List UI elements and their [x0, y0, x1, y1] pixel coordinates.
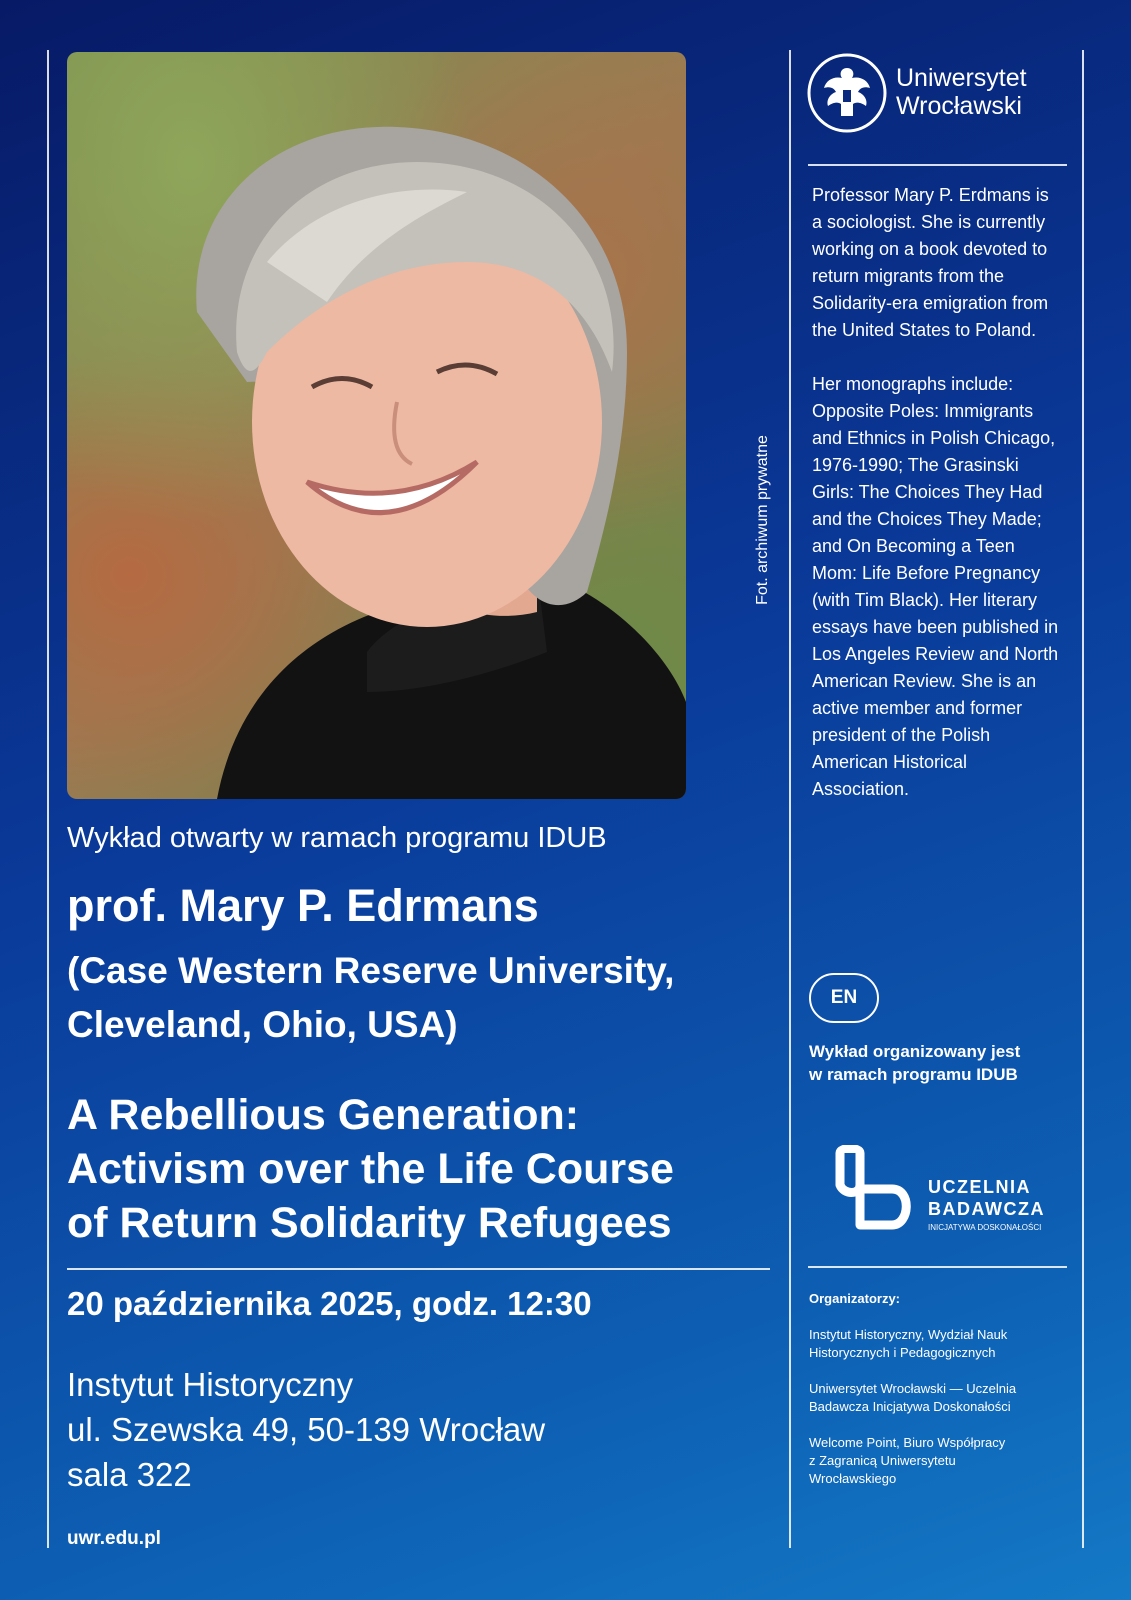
bio-paragraph: Professor Mary P. Erdmans is a sociologist. She is currently working on a book devoted to return migrants from the Solidarity-era emigration from the United States to Poland. — [812, 185, 1049, 340]
lecture-intro: Wykład otwarty w ramach programu IDUB — [67, 822, 607, 854]
organizer-item — [809, 1326, 1059, 1362]
idub-program-note-line1: Wykład organizowany jest — [809, 1042, 1021, 1061]
uczelnia-badawcza-symbol-icon — [830, 1145, 920, 1235]
organizer-line: Historycznych i Pedagogicznych — [809, 1345, 996, 1360]
uczelnia-badawcza-line2: BADAWCZA — [928, 1199, 1045, 1219]
venue — [67, 1362, 545, 1497]
organizer-line: Wrocławskiego — [809, 1471, 897, 1486]
speaker-affiliation-line1: (Case Western Reserve University, — [67, 950, 675, 991]
date-separator-line — [67, 1268, 770, 1270]
organizer-item — [809, 1380, 1059, 1416]
lecture-title — [67, 1088, 767, 1250]
organizer-line: Welcome Point, Biuro Współpracy — [809, 1435, 1006, 1450]
idub-program-note-line2: w ramach programu IDUB — [809, 1065, 1018, 1084]
organizers-separator-line — [808, 1266, 1067, 1268]
university-eagle-emblem-icon — [806, 52, 888, 134]
venue-line1: Instytut Historyczny — [67, 1366, 354, 1403]
speaker-affiliation-line2: Cleveland, Ohio, USA) — [67, 1004, 458, 1045]
idub-program-note — [809, 1040, 1059, 1086]
organizer-line: Badawcza Inicjatywa Doskonałości — [809, 1399, 1011, 1414]
lecture-title-line3: of Return Solidarity Refugees — [67, 1199, 672, 1247]
column-divider-line — [789, 50, 791, 1548]
uczelnia-badawcza-logo — [830, 1145, 1045, 1235]
lecture-title-line2: Activism over the Life Course — [67, 1145, 674, 1193]
organizer-item — [809, 1434, 1059, 1488]
lecture-title-line1: A Rebellious Generation: — [67, 1091, 580, 1139]
speaker-bio — [812, 182, 1062, 803]
organizer-line: z Zagranicą Uniwersytetu — [809, 1453, 956, 1468]
organizers-label: Organizatorzy: — [809, 1291, 901, 1306]
website-link[interactable]: uwr.edu.pl — [67, 1528, 161, 1549]
speaker-affiliation — [67, 944, 767, 1052]
left-border-line — [47, 50, 49, 1548]
logo-separator-line — [808, 164, 1067, 166]
uczelnia-badawcza-line1: UCZELNIA — [928, 1177, 1031, 1197]
organizer-line: Uniwersytet Wrocławski — Uczelnia — [809, 1381, 1017, 1396]
university-name-line1: Uniwersytet — [896, 64, 1027, 92]
speaker-photo — [67, 52, 686, 799]
university-name — [896, 64, 1027, 120]
bio-paragraph: Her monographs include: Opposite Poles: Immigrants and Ethnics in Polish Chicago, 1976-1990; The Grasinski Girls: The Choices They Had and the Choices They Made; and On Becoming a Teen Mom: Life Before Pregnancy (with Tim Black). Her literary essays have been published in Los Angeles Review and North American Review. She is an active member and former president of the Polish American Historical Association. — [812, 374, 1059, 799]
uczelnia-badawcza-line3: INICJATYWA DOSKONAŁOŚCI — [928, 1223, 1042, 1232]
event-date: 20 października 2025, godz. 12:30 — [67, 1285, 592, 1322]
right-border-line — [1082, 50, 1084, 1548]
photo-credit-text: Fot. archiwum prywatne — [754, 435, 771, 605]
venue-line2: ul. Szewska 49, 50-139 Wrocław — [67, 1411, 546, 1448]
university-name-line2: Wrocławski — [896, 92, 1022, 120]
speaker-portrait-illustration — [67, 52, 686, 799]
venue-line3: sala 322 — [67, 1456, 192, 1493]
speaker-name: prof. Mary P. Edrmans — [67, 880, 539, 931]
language-badge: EN — [809, 973, 879, 1023]
photo-credit — [752, 420, 774, 620]
university-logo — [806, 52, 1046, 134]
organizer-line: Instytut Historyczny, Wydział Nauk — [809, 1327, 1008, 1342]
